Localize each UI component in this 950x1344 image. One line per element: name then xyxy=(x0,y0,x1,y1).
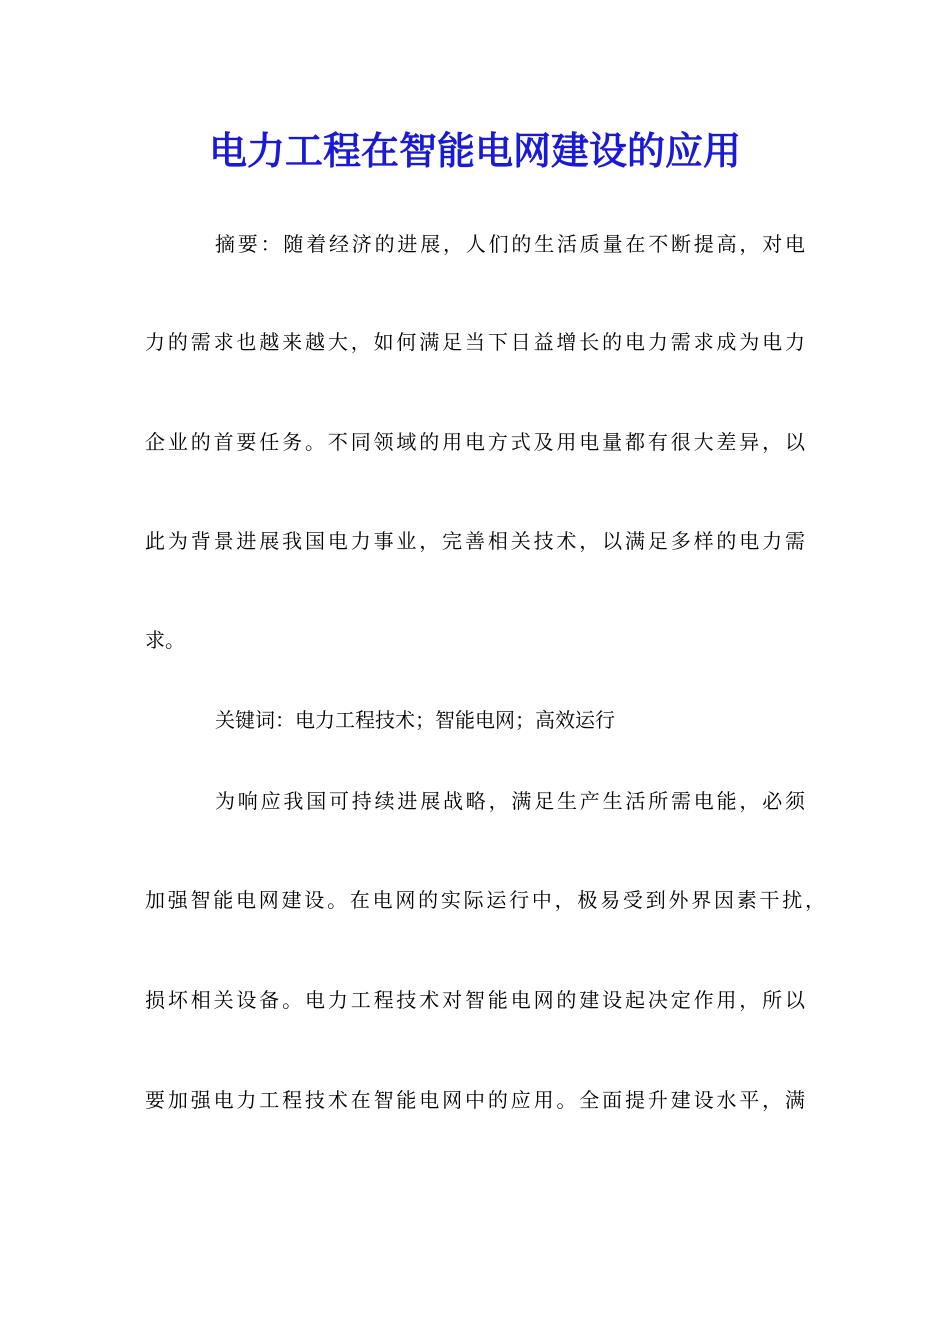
abstract-line-2: 力的需求也越来越大，如何满足当下日益增长的电力需求成为电力 xyxy=(145,330,805,354)
abstract-line-4: 此为背景进展我国电力事业，完善相关技术，以满足多样的电力需 xyxy=(145,529,805,553)
abstract-line-5: 求。 xyxy=(145,628,185,652)
keywords-line: 关键词：电力工程技术；智能电网；高效运行 xyxy=(215,708,615,732)
abstract-line-1: 摘要：随着经济的进展，人们的生活质量在不断提高，对电 xyxy=(215,232,805,256)
body-line-3: 损坏相关设备。电力工程技术对智能电网的建设起决定作用，所以 xyxy=(145,988,805,1012)
document-title: 电力工程在智能电网建设的应用 xyxy=(208,128,741,173)
body-line-1: 为响应我国可持续进展战略，满足生产生活所需电能，必须 xyxy=(215,789,805,813)
abstract-line-3: 企业的首要任务。不同领域的用电方式及用电量都有很大差异，以 xyxy=(145,430,805,454)
body-line-4: 要加强电力工程技术在智能电网中的应用。全面提升建设水平，满 xyxy=(145,1088,805,1112)
body-line-2: 加强智能电网建设。在电网的实际运行中，极易受到外界因素干扰， xyxy=(145,888,825,912)
